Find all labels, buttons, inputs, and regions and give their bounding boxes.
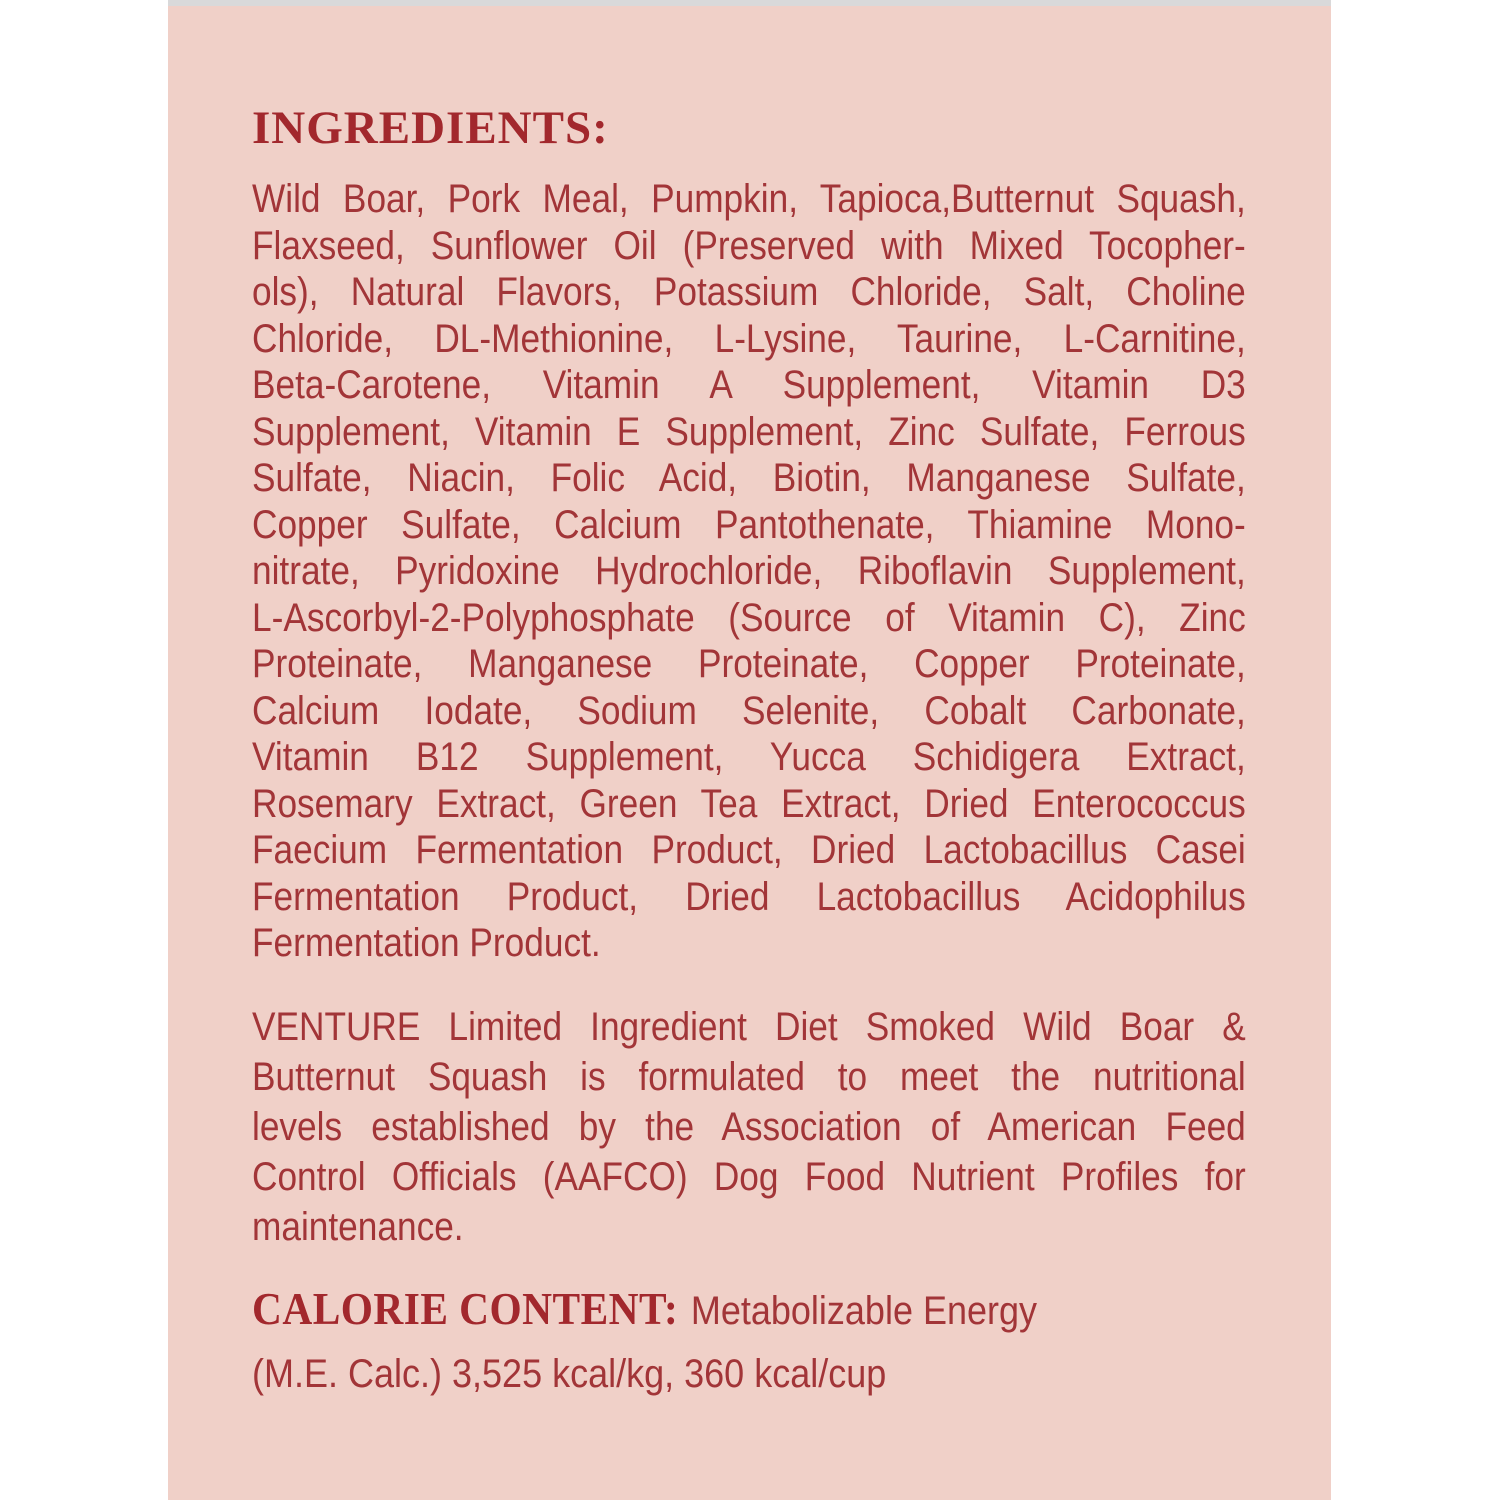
ingredients-line: Copper Sulfate, Calcium Pantothenate, Thiamine Mono-: [252, 502, 1246, 547]
calorie-content-heading: CALORIE CONTENT:: [252, 1283, 679, 1334]
ingredients-line: nitrate, Pyridoxine Hydrochloride, Riboflavin Supplement,: [252, 549, 1246, 593]
ingredients-heading: INGREDIENTS:: [252, 102, 609, 154]
ingredients-line: Flaxseed, Sunflower Oil (Preserved with Mixed Tocopher-: [252, 223, 1246, 268]
aafco-line: levels established by the Association of American Feed: [252, 1105, 1246, 1149]
calorie-content-heading-rest: Metabolizable Energy: [690, 1289, 1038, 1333]
aafco-line: maintenance.: [252, 1205, 464, 1249]
aafco-line: VENTURE Limited Ingredient Diet Smoked Wild Boar &: [252, 1005, 1246, 1049]
ingredients-line: Chloride, DL-Methionine, L-Lysine, Taurine, L-Carnitine,: [252, 316, 1246, 361]
calorie-content-section: [252, 1281, 1124, 1402]
ingredients-line: Calcium Iodate, Sodium Selenite, Cobalt Carbonate,: [252, 688, 1246, 733]
ingredients-line: Sulfate, Niacin, Folic Acid, Biotin, Manganese Sulfate,: [252, 456, 1246, 500]
ingredients-line: Rosemary Extract, Green Tea Extract, Dried Enterococcus: [252, 781, 1246, 826]
top-edge-strip: [168, 0, 1331, 6]
ingredients-line: ols), Natural Flavors, Potassium Chloride, Salt, Choline: [252, 270, 1246, 314]
ingredients-line: Supplement, Vitamin E Supplement, Zinc Sulfate, Ferrous: [252, 409, 1246, 454]
ingredients-line: L-Ascorbyl-2-Polyphosphate (Source of Vitamin C), Zinc: [252, 595, 1246, 640]
calorie-content-values: (M.E. Calc.) 3,525 kcal/kg, 360 kcal/cup: [252, 1352, 887, 1396]
ingredients-line: Beta-Carotene, Vitamin A Supplement, Vitamin D3: [252, 363, 1246, 407]
aafco-statement: [252, 1002, 1380, 1252]
ingredients-line: Fermentation Product, Dried Lactobacillus Acidophilus: [252, 874, 1246, 919]
ingredients-text: [252, 176, 1380, 967]
ingredients-line: Wild Boar, Pork Meal, Pumpkin, Tapioca,Butternut Squash,: [252, 177, 1246, 221]
aafco-line: Control Officials (AAFCO) Dog Food Nutrient Profiles for: [252, 1155, 1246, 1199]
aafco-line: Butternut Squash is formulated to meet the nutritional: [252, 1055, 1246, 1099]
label-panel: [168, 0, 1331, 1500]
calorie-content-row: [252, 1281, 1037, 1347]
ingredients-line: Proteinate, Manganese Proteinate, Copper Proteinate,: [252, 642, 1246, 686]
ingredients-line: Faecium Fermentation Product, Dried Lactobacillus Casei: [252, 828, 1246, 872]
ingredients-line: Fermentation Product.: [252, 921, 601, 965]
ingredients-line: Vitamin B12 Supplement, Yucca Schidigera Extract,: [252, 735, 1246, 779]
